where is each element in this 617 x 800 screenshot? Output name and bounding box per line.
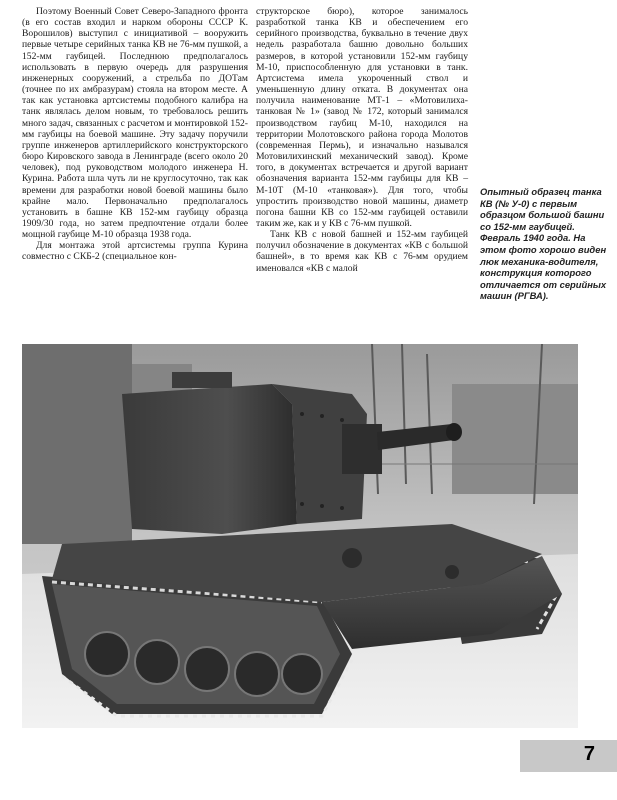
article-left-column [22, 6, 248, 263]
article-right-column [256, 6, 468, 274]
paragraph: Танк КВ с новой башней и 152-мм гаубицей получил обозначение в документах «КВ с большой башней», в то время как КВ с 76-мм орудием именовался «КВ с малой [256, 229, 468, 274]
paragraph: Поэтому Военный Совет Северо-Западного фронта (в его состав входил и нарком обороны СССР К. Ворошилов) выступил с инициативой – вооружить первые четыре серийных танка КВ не 76-мм пушкой, а 152-мм гаубицей. Последнюю предполагалось использовать в первую очередь для разрушения инженерных сооружений, а стрельба по ДОТам (точнее по их амбразурам) стояла на втором месте. А так как установка артсистемы подобного калибра на танк являлась делом новым, то требовалось решить много задач, связанных с расчетом и монтировкой 152-мм гаубицы на боевой машине. Эту задачу поручили группе инженеров артиллерийского конструкторского бюро Кировского завода в Ленинграде (всего около 20 человек), под руководством молодого инженера Н. Курина. Работа шла чуть ли не круглосуточно, так как времени для разработки новой боевой машины было крайне мало. Первоначально предполагалось установить в башне КВ 152-мм гаубицу образца 1909/30 года, но затем предпочтение отдали более мощной гаубице М-10 образца 1938 года. [22, 6, 248, 241]
page-number: 7 [583, 743, 595, 765]
tank-photo-illustration [22, 344, 578, 728]
page-number-box [520, 740, 617, 772]
photo-caption: Опытный образец танка КВ (№ У-0) с первым образцом большой башни со 152-мм гаубицей. Февраль 1940 года. На этом фото хорошо виден люк механика-водителя, конструкция которого отличается от серийных машин (РГВА). [480, 186, 607, 302]
tank-photo [22, 344, 578, 728]
paragraph: структорское бюро), которое занималось разработкой танка КВ и обеспечением его серийного производства, буквально в течение двух недель разработала башню довольно больших размеров, в которой установили 152-мм гаубицу М-10, приспособленную для установки в танк. Артсистема имела укороченный ствол и уменьшенную длину отката. В документах она получила наименование МТ-1 – «Мотовилиха-танковая № 1» (завод № 172, который занимался производством гаубиц М-10, находился на территории Молотовского района города Молотов (современная Пермь), и изначально назывался Мотовилихинский механический завод). Кроме того, в документах встречается и другой вариант обозначения варианта 152-мм гаубицы для КВ – М-10Т (М-10 «танковая»). Для того, чтобы упростить производство новой машины, диаметр погона башни КВ со 152-мм гаубицей оставили таким же, как и у КВ с 76-мм пушкой. [256, 6, 468, 229]
paragraph: Для монтажа этой артсистемы группа Курина совместно с СКБ-2 (специальное кон- [22, 240, 248, 263]
